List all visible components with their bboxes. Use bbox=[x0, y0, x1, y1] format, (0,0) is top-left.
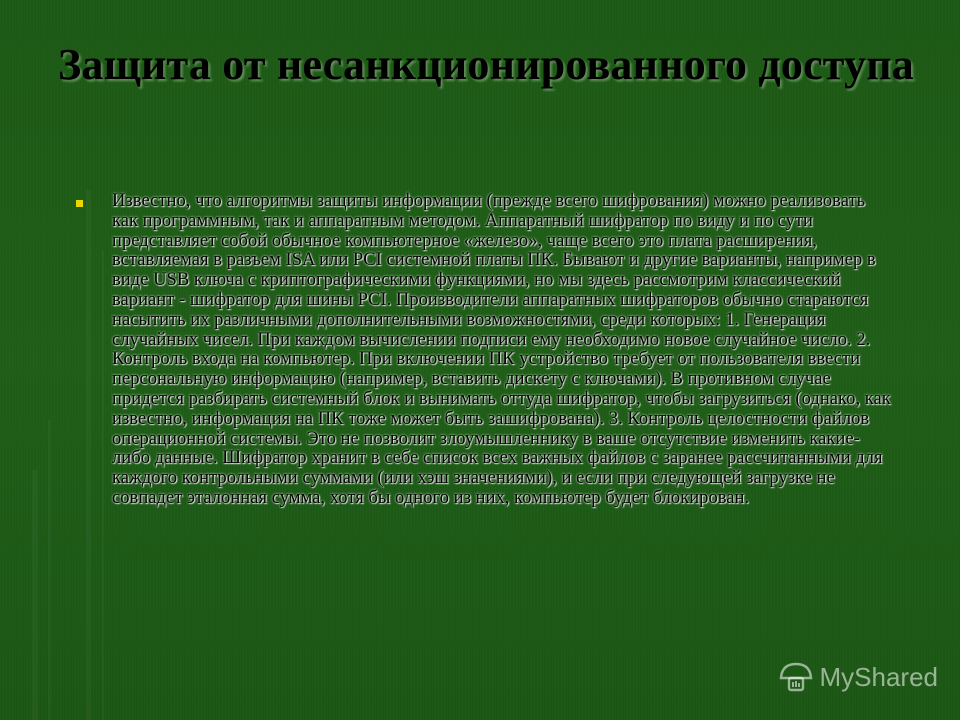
decorative-stripe bbox=[48, 420, 51, 720]
mushroom-logo-icon bbox=[778, 660, 814, 694]
slide-body bbox=[98, 191, 898, 508]
decorative-stripe bbox=[86, 190, 91, 720]
watermark bbox=[778, 660, 939, 694]
decorative-stripe bbox=[32, 470, 38, 720]
watermark-text: MyShared bbox=[819, 661, 938, 692]
bullet-square-icon bbox=[76, 200, 83, 207]
bullet-text: Известно, что алгоритмы защиты информации (прежде всего шифрования) можно реализовать как программным, так и аппаратным методом. Аппаратный шифратор по виду и по сути представляет собой обычное компьютерное «железо», чаще всего это плата расширения, вставляемая в разъем ISA или PCI системной платы ПК. Бывают и другие варианты, например в виде USB ключа с криптографическими функциями, но мы здесь рассмотрим классический вариант - шифратор для шины PCI. Производители аппаратных шифраторов обычно стараются насытить их различными дополнительными возможностями, среди которых: 1. Генерация случайных чисел. При каждом вычислении подписи ему необходимо новое случайное число. 2. Контроль входа на компьютер. При включении ПК устройство требует от пользователя ввести персональную информацию (например, вставить дискету с ключами). В противном случае придется разбирать системный блок и вынимать оттуда шифратор, чтобы загрузиться (однако, как известно, информация на ПК тоже может быть зашифрована). 3. Контроль целостности файлов операционной системы. Это не позволит злоумышленнику в ваше отсутствие изменить какие-либо данные. Шифратор хранит в себе список всех важных файлов с заранее рассчитанными для каждого контрольными суммами (или хэш значениями), и если при следующей загрузке не совпадет эталонная сумма, хотя бы одного из них, компьютер будет блокирован. bbox=[112, 190, 891, 508]
slide-title: Защита от несанкционированного доступа bbox=[58, 40, 914, 89]
